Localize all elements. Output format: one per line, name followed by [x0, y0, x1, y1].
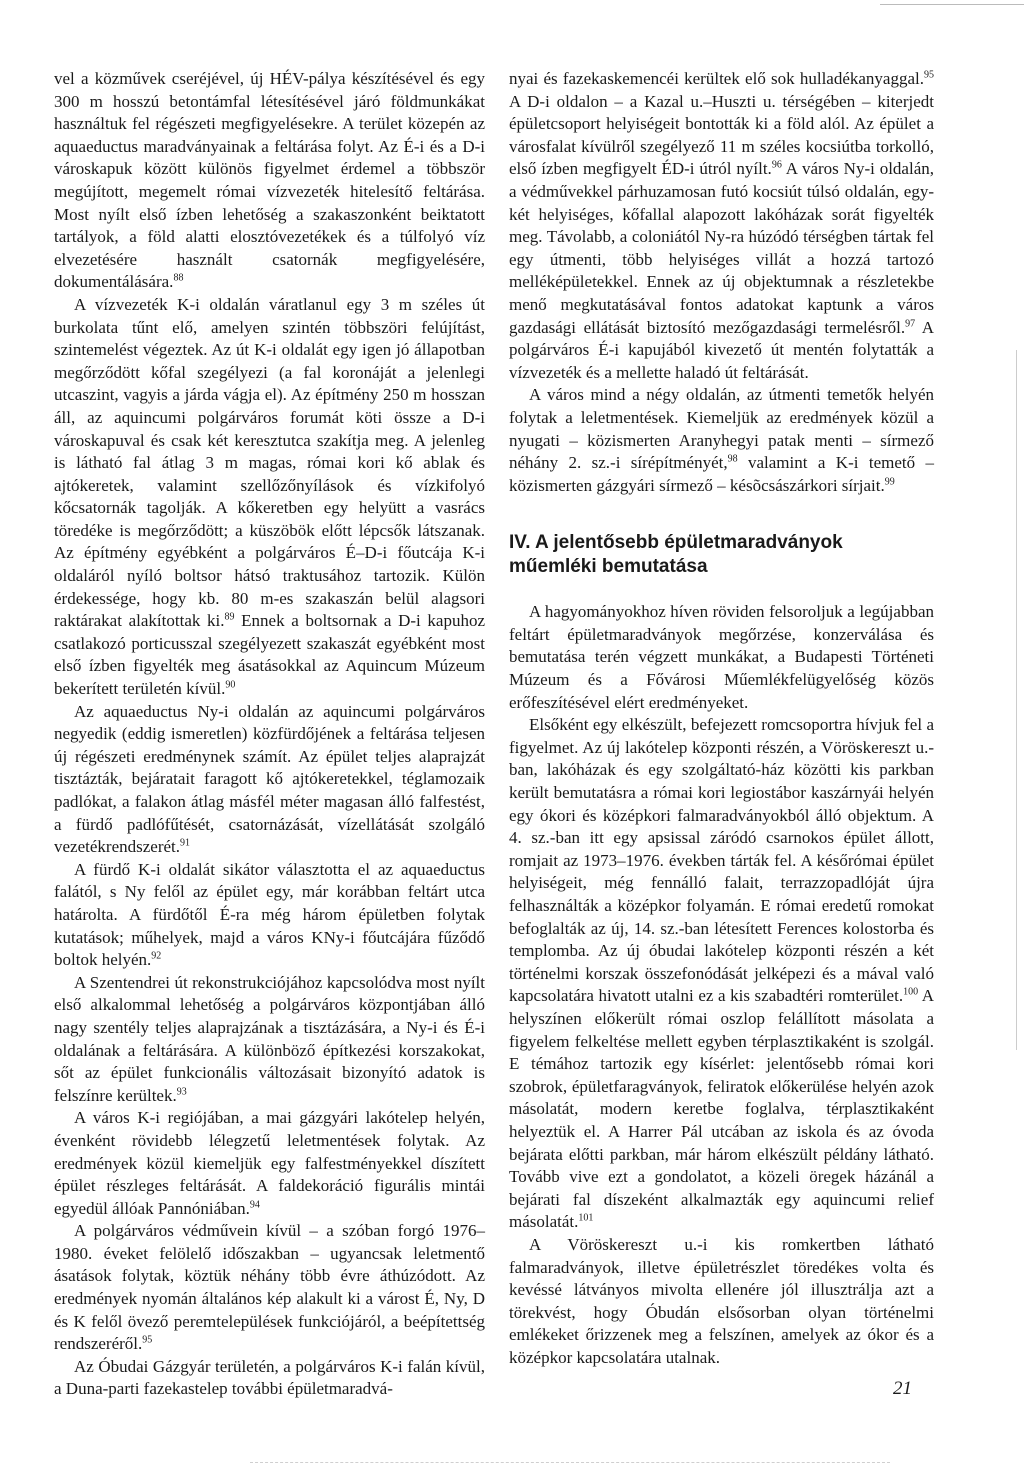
- paragraph: [509, 68, 934, 384]
- paragraph-text: Az aquaeductus Ny-i oldalán az aquincumi polgárváros negyedik (eddig ismeretlen) közfürdőjének a feltárása teljesen új régészeti eredménynek számít. Az épület teljes alaprajzát tisztázták, bejáratait faragott kő ajtókeretekkel, téglamozaik padlókat, a falakon átlag másfél méter magasan álló falfestést, a fürdő padlófűtését, csatornázását, vízellátását szolgáló vezetékrendszerét.: [54, 701, 485, 857]
- footnote-marker: 97: [905, 317, 916, 329]
- footnote-marker: 88: [173, 272, 184, 284]
- section-heading: IV. A jelentősebb épületmaradványok műemléki bemutatása: [509, 532, 843, 578]
- paragraph: [509, 601, 934, 714]
- paragraph-text: Elsőként egy elkészült, befejezett romcsoportra hívjuk fel a figyelmet. Az új lakótelep központi részén, a Vöröskereszt u.-ban, lakóházak és egy szolgáltató-ház közötti kis parkban került bemutatásra a római kori legiostábor kaszárnyái helyén egy ókori és középkori falmaradványokból álló objektum. A 4. sz.-ban itt egy apsissal záródó csarnokos épület állott, romjait az 1973–1976. években tárták fel. A későrómai épület helyiségeit, még fennálló falait, terrazzopadlóját újra felhasználták a középkor folyamán. E római eredetű romokat befoglalták az új, 14. sz.-ban létesített Ferences kolostorba és templomba. Az új óbudai lakótelep központi részén a két történelmi korszak összefonódását jelképezi és a mával való kapcsolatára hivatott utalni ez a kis szabadtéri romterület.: [509, 715, 934, 1006]
- paragraph-text: Az Óbudai Gázgyár területén, a polgárváros K-i falán kívül, a Duna-parti fazekastelep további épületmaradvá-: [54, 1356, 485, 1399]
- paragraph-text: A polgárváros É-i kapujából kivezető út mentén folytatták a vízvezeték és a mellette haladó út feltárását.: [509, 317, 934, 382]
- paragraph-text: A Vöröskereszt u.-i kis romkertben látható falmaradványok, illetve épületrészlet töredékes volta és kevéssé látványos mivolta ellenére jól illusztrálja azt a törekvést, hogy Óbudán elsősorban olyan történelmi emlékeket őrizzenek meg a felszínen, amelyek az ókor és a középkor kapcsolatára utalnak.: [509, 1234, 934, 1367]
- paragraph: [54, 1356, 485, 1401]
- footnote-marker: 101: [578, 1212, 594, 1224]
- page-number: 21: [893, 1378, 912, 1399]
- footnote-marker: 94: [249, 1199, 260, 1211]
- paragraph: [54, 1107, 485, 1220]
- crop-mark-bottom: [250, 1462, 890, 1463]
- footnote-marker: 92: [151, 950, 162, 962]
- paragraph-text: A vízvezeték K-i oldalán váratlanul egy 3 m széles út burkolata tűnt elő, amelyen szintén többszöri felújítást, szintemelést végeztek. Az út K-i oldalát egy igen jó állapotban megőrződött kőfal szegélyezi (a fal koronáját a jelenlegi utcaszint, vagyis a járda vágja el). Az építmény 250 m hosszan áll, az aquincumi polgárváros forumát köti össze a D-i városkapuval és csak két keresztutca szakítja meg. A jelenleg is látható fal átlag 3 m magas, római kori kő ablak és ajtókeretek, valamint szellőzőnyílások és vízkifolyó kőcsatornák tagolják. A kőkeretben egy helyütt a vasrács töredéke is megőrződött; a küszöbök előtt lépcsők látszanak. Az építmény egyébként a polgárváros É–D-i főutcája K-i oldaláról nyíló boltsor hátsó traktusához tartozik. Külön érdekessége, hogy kb. 80 m-es szakaszán belül alagsori raktárakat alakítottak ki.: [54, 294, 485, 631]
- right-column-bottom-text: [509, 601, 934, 1369]
- paragraph-text: A Szentendrei út rekonstrukciójához kapcsolódva most nyílt első alkalommal lehetőség a polgárváros központjában álló nagy szentély teljes alaprajzának a tisztázására, a Ny-i és É-i oldalának a feltárására. A különböző építkezési korszakokat, sőt az épület funkcionális változásait bizonyító adatok is felszínre kerültek.: [54, 972, 485, 1105]
- paragraph: [54, 701, 485, 859]
- paragraph-text: A helyszínen előkerült római oszlop felállított másolata a figyelem felkeltése mellett egyben térplasztikaként is szolgál. E témához tartozik egy kísérlet: jelentősebb római kori szobrok, épületfaragványok, feliratok előkerülése helyén azok másolatát, modern keretbe foglalva, térplasztikaként helyeztük el. A Harrer Pál utcában az iskola és az óvoda bejárata előtti parkban, már három elkészült példány látható. Tovább vive ezt a gondolatot, a közeli öregek házánál a bejárati fal díszeként alkalmazták egy aquincumi relief másolatát.: [509, 986, 934, 1232]
- paragraph: [54, 68, 485, 294]
- footnote-marker: 89: [224, 611, 235, 623]
- paragraph-text: valamint a K-i temető – közismerten gázgyári sírmező – késõcsászárkori sírjait.: [509, 453, 934, 495]
- paragraph-text: A város K-i regiójában, a mai gázgyári lakótelep helyén, évenként rövidebb lélegzetű leletmentések folytak. Az eredmények közül kiemeljük egy falfestményekkel díszített épület részleges feltárását. A faldekoráció figurális mintái egyedül állóak Pannóniában.: [54, 1108, 485, 1218]
- footnote-marker: 93: [176, 1086, 187, 1098]
- paragraph-text: A fürdő K-i oldalát sikátor választotta el az aquaeductus falától, s Ny felől az épület egy, már korábban feltárt utca határolta. A fürdőtől É-ra még három épületben folytak kutatások; műhelyek, majd a város KNy-i főutcájára fűződő boltok helyén.: [54, 859, 485, 970]
- footnote-marker: 95: [142, 1334, 153, 1346]
- paragraph-text: A város mind a négy oldalán, az útmenti temetők helyén folytak a leletmentések. Kiemeljük az eredmények közül a nyugati – közismerten Aranyhegyi patak menti – sírmező néhány 2. sz.-i sírépítményét,: [509, 385, 934, 473]
- left-text-column: [54, 68, 485, 1401]
- right-text-column: [509, 68, 934, 1369]
- footnote-marker: 90: [225, 679, 236, 691]
- paragraph: [54, 972, 485, 1108]
- footnote-marker: 96: [771, 159, 782, 171]
- paragraph-text: Ennek a boltsornak a D-i kapuhoz csatlakozó porticusszal szegélyezett szakaszát egyébként most első ízben figyelték meg ásatásokkal az Aquincum Múzeum bekerített területén kívül.: [54, 611, 485, 699]
- paragraph: [509, 384, 934, 497]
- paragraph-text: A hagyományokhoz híven röviden felsoroljuk a legújabban feltárt épületmaradványok megőrzése, konzerválása és bemutatása terén végzett munkákat, a Budapesti Történeti Múzeum és a Fővárosi Műemlékfelügyelőség közös erőfeszítésével elért eredményeket.: [509, 602, 934, 712]
- footnote-marker: 98: [727, 453, 738, 465]
- footnote-marker: 95: [924, 69, 934, 81]
- right-column-top-text: [509, 68, 934, 497]
- crop-mark-top: [880, 4, 1024, 5]
- paragraph-text: nyai és fazekaskemencéi kerültek elő sok hulladékanyaggal.: [509, 69, 924, 88]
- footnote-marker: 99: [884, 476, 895, 488]
- paragraph: [509, 714, 934, 1234]
- paragraph-text: vel a közművek cseréjével, új HÉV-pálya készítésével és egy 300 m hosszú betontámfal létesítésével járó földmunkákat használtuk fel régészeti megfigyelésekre. A terület közepén az aquaeductus maradványainak a feltárása folyt. Az É-i és a D-i városkapuk között különös figyelmet érdemel a többször megújított, megemelt római vízvezeték hitelesítő feltárása. Most nyílt első ízben lehetőség a szakaszonként beiktatott tartályok, a föld alatti elosztóvezetékek és a túlfolyó víz elvezetésére használt csatornák megfigyelésére, dokumentálására.: [54, 69, 485, 292]
- paragraph: [54, 294, 485, 701]
- footnote-marker: 100: [903, 986, 919, 998]
- crop-mark-right: [1016, 350, 1017, 1050]
- paragraph-text: A polgárváros védművein kívül – a szóban forgó 1976–1980. éveket felölelő időszakban – ugyancsak leletmentő ásatások folytak, köztük néhány több évre áthúzódott. Az eredmények nyomán általános kép alakult ki a várost É, Ny, D és K felől övező peremtelepülések funkciójáról, a beépítettség rendszeréről.: [54, 1221, 485, 1354]
- paragraph-text: A D-i oldalon – a Kazal u.–Huszti u. térségében – kiterjedt épületcsoport helyiségeit bontották ki a föld alól. Az épület a városfalat kívülről szegélyező 11 m széles kocsiútba torkolló, első ízben megfigyelt ÉD-i útról nyílt.: [509, 91, 934, 179]
- paragraph-text: A város Ny-i oldalán, a védművekkel párhuzamosan futó kocsiút túlsó oldalán, egy-két helyiséges, kőfallal alapozott lakóházak sorát figyelték meg. Távolabb, a coloniától Ny-ra húzódó térségben tártak fel egy útmenti, több helyiséges villát a hozzá tartozó melléképületekkel. Ennek az új objektumnak a részletekbe menő megkutatásával fontos adatokat kaptunk a város gazdasági ellátását biztosító mezőgazdasági termelésről.: [509, 159, 934, 337]
- paragraph: [54, 1220, 485, 1356]
- footnote-marker: 91: [180, 837, 190, 849]
- paragraph: [509, 1234, 934, 1370]
- paragraph: [54, 859, 485, 972]
